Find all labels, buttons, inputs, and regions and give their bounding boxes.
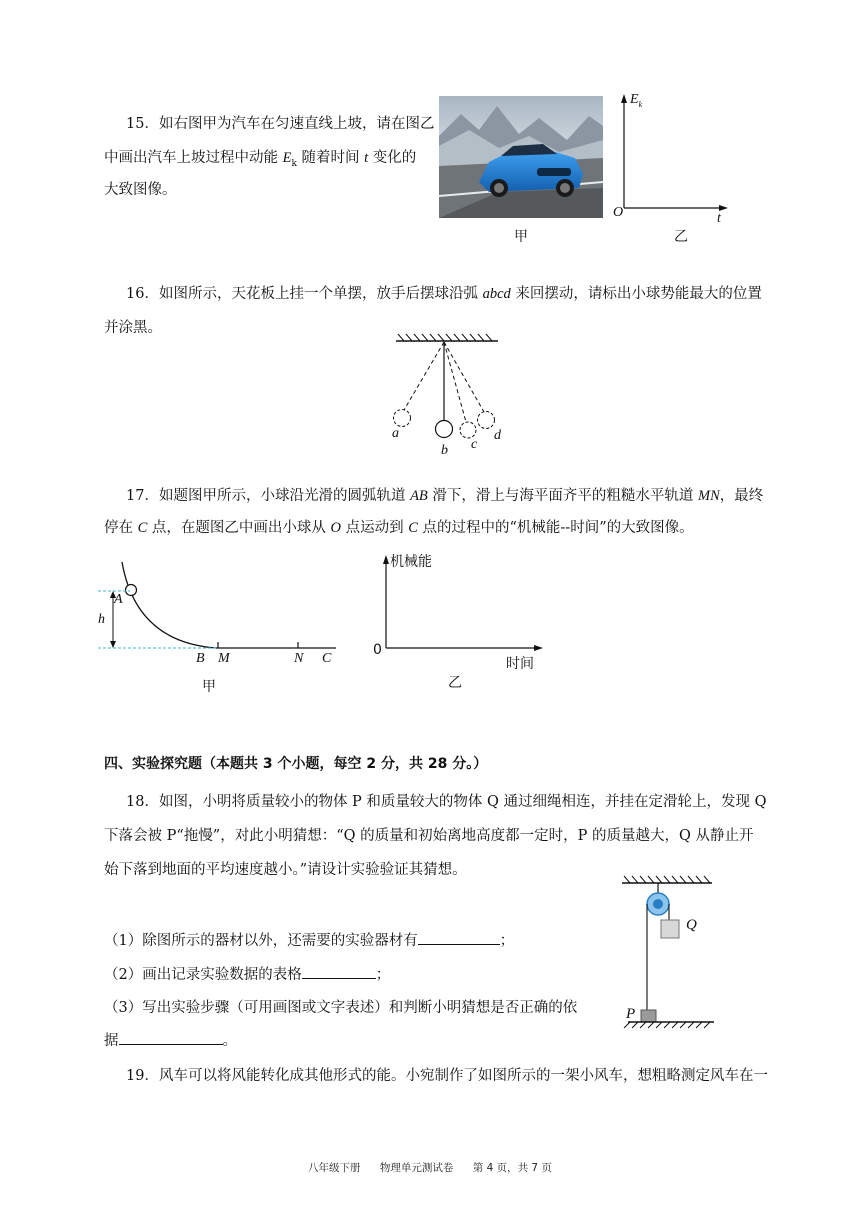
answer-blank-3[interactable] [119, 1030, 223, 1045]
q19-line1: 19．风车可以将风能转化成其他形式的能。小宛制作了如图所示的一架小风车，想粗略测定风车在一 [126, 1068, 768, 1084]
q18-sub3-cont: 据 。 [104, 1030, 237, 1051]
q18-sub2: （2）画出记录实验数据的表格 ； [104, 964, 390, 985]
q15-axis-t: t [717, 211, 721, 226]
pendulum-label-a: a [392, 426, 399, 441]
pendulum-diagram [388, 334, 508, 444]
footer-grade: 八年级下册 [308, 1162, 361, 1174]
footer-page: 第 4 页，共 7 页 [472, 1162, 552, 1174]
answer-blank-1[interactable] [418, 930, 500, 945]
pulley-label-P: P [626, 1006, 636, 1022]
q16-line1: 16．如图所示，天花板上挂一个单摆，放手后摆球沿弧 abcd 来回摆动，请标出小球势能最大的位置 [126, 286, 762, 302]
track-label-C: C [322, 651, 332, 666]
q17-line2: 停在 C 点，在题图乙中画出小球从 O 点运动到 C 点的过程中的“机械能--时间”的大致图像。 [104, 520, 694, 536]
track-label-N: N [294, 651, 304, 666]
q16-line2: 并涂黑。 [104, 320, 162, 336]
q15-line2: 中画出汽车上坡过程中动能 $E_k$ 随着时间 t 变化的 [104, 150, 417, 169]
section-title: 四、实验探究题（本题共 3 个小题，每空 2 分，共 28 分。） [104, 756, 488, 772]
q17-line1: 17．如题图甲所示，小球沿光滑的圆弧轨道 AB 滑下，滑上与海平面齐平的粗糙水平轨道 MN，最终 [126, 488, 764, 504]
track-label-B: B [196, 651, 205, 666]
q17-axis-0: 0 [373, 642, 382, 658]
q17-caption-jia: 甲 [202, 679, 216, 695]
track-label-h: h [98, 612, 105, 627]
pulley-diagram [618, 876, 718, 1026]
q18-sub1: （1）除图所示的器材以外，还需要的实验器材有 ； [104, 930, 514, 951]
pendulum-label-b: b [441, 443, 448, 458]
car-photo [439, 96, 603, 218]
q17-axis-y: 机械能 [390, 554, 432, 570]
track-label-M: M [218, 651, 230, 666]
q18-line1: 18．如图，小明将质量较小的物体 P 和质量较大的物体 Q 通过细绳相连，并挂在定滑轮上，发现 Q [126, 794, 767, 810]
pendulum-label-d: d [494, 428, 501, 443]
pulley-label-Q: Q [686, 917, 697, 933]
track-label-A: A [114, 592, 123, 607]
q15-line1: 15．如右图甲为汽车在匀速直线上坡，请在图乙 [126, 116, 435, 132]
q15-caption-jia: 甲 [514, 229, 528, 245]
q18-sub3: （3）写出实验步骤（可用画图或文字表述）和判断小明猜想是否正确的依 [104, 1000, 578, 1016]
q15-ek-axes [612, 90, 732, 220]
footer-subject: 物理单元测试卷 [379, 1162, 454, 1174]
q15-axis-E: $E_k$ [630, 92, 643, 109]
q18-line3: 始下落到地面的平均速度越小。”请设计实验验证其猜想。 [104, 862, 467, 878]
page-footer [0, 1160, 860, 1175]
answer-blank-2[interactable] [302, 964, 376, 979]
q15-axis-O: O [613, 205, 624, 220]
q15-line3: 大致图像。 [104, 182, 177, 198]
pendulum-label-c: c [471, 437, 478, 452]
q15-caption-yi: 乙 [674, 229, 688, 245]
q17-caption-yi: 乙 [448, 675, 462, 691]
q17-axis-x: 时间 [506, 656, 534, 672]
q18-line2: 下落会被 P“拖慢”，对此小明猜想：“Q 的质量和初始离地高度都一定时，P 的质量越大，Q 从静止开 [104, 828, 754, 844]
